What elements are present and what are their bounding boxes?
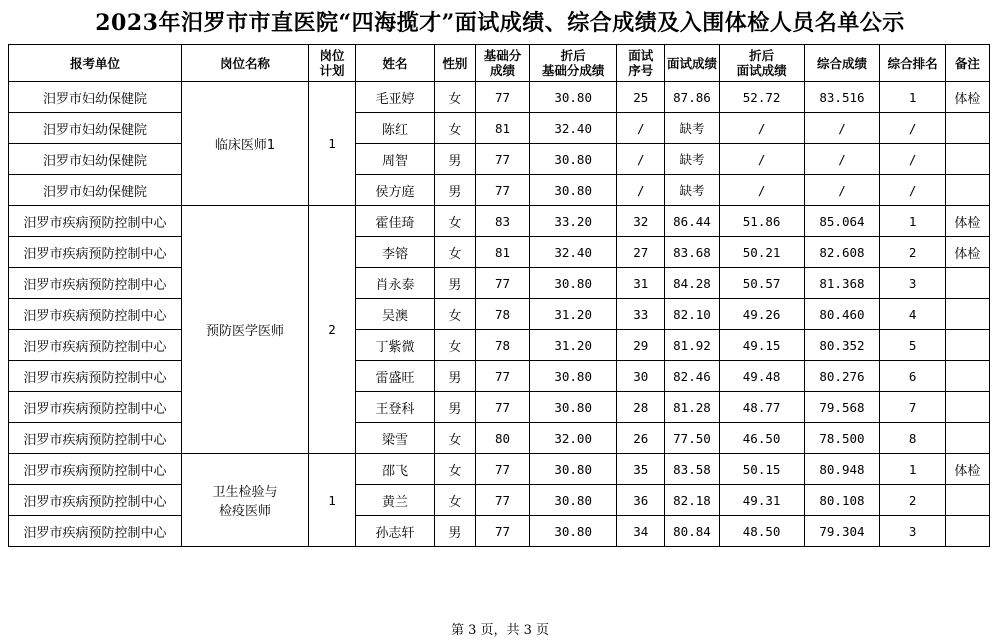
total-cell: 85.064: [804, 206, 880, 237]
note-cell: [945, 485, 989, 516]
position-cell: 卫生检验与 检疫医师: [182, 454, 309, 547]
unit-cell: 汨罗市疾病预防控制中心: [9, 237, 182, 268]
name-cell: 邵飞: [356, 454, 435, 485]
name-cell: 孙志轩: [356, 516, 435, 547]
gender-cell: 男: [434, 144, 475, 175]
base-cell: 77: [475, 268, 529, 299]
table-row: [9, 392, 990, 423]
rank-cell: 4: [880, 299, 946, 330]
column-header: 综合成绩: [804, 45, 880, 82]
rank-cell: /: [880, 175, 946, 206]
total-cell: 81.368: [804, 268, 880, 299]
gender-cell: 男: [434, 268, 475, 299]
name-cell: 霍佳琦: [356, 206, 435, 237]
seq-cell: 34: [617, 516, 665, 547]
rank-cell: 7: [880, 392, 946, 423]
column-header: 面试成绩: [665, 45, 719, 82]
rank-cell: 2: [880, 485, 946, 516]
base-adj-cell: 30.80: [530, 175, 617, 206]
name-cell: 黄兰: [356, 485, 435, 516]
total-cell: 83.516: [804, 82, 880, 113]
interview-adj-cell: /: [719, 113, 804, 144]
note-cell: [945, 144, 989, 175]
unit-cell: 汨罗市疾病预防控制中心: [9, 485, 182, 516]
seq-cell: 35: [617, 454, 665, 485]
base-cell: 78: [475, 330, 529, 361]
table-row: [9, 361, 990, 392]
rank-cell: 1: [880, 454, 946, 485]
rank-cell: 1: [880, 82, 946, 113]
rank-cell: 8: [880, 423, 946, 454]
unit-cell: 汨罗市妇幼保健院: [9, 175, 182, 206]
interview-adj-cell: /: [719, 175, 804, 206]
seq-cell: 26: [617, 423, 665, 454]
position-cell: 临床医师1: [182, 82, 309, 206]
seq-cell: 28: [617, 392, 665, 423]
total-cell: /: [804, 144, 880, 175]
total-cell: 80.276: [804, 361, 880, 392]
seq-cell: 31: [617, 268, 665, 299]
total-cell: 79.304: [804, 516, 880, 547]
interview-adj-cell: 48.50: [719, 516, 804, 547]
unit-cell: 汨罗市疾病预防控制中心: [9, 392, 182, 423]
table-row: [9, 268, 990, 299]
base-cell: 77: [475, 392, 529, 423]
name-cell: 吴澳: [356, 299, 435, 330]
unit-cell: 汨罗市疾病预防控制中心: [9, 268, 182, 299]
rank-cell: 1: [880, 206, 946, 237]
unit-cell: 汨罗市妇幼保健院: [9, 144, 182, 175]
interview-adj-cell: 50.15: [719, 454, 804, 485]
gender-cell: 女: [434, 485, 475, 516]
name-cell: 雷盛旺: [356, 361, 435, 392]
page-title: 2023年汨罗市市直医院“四海揽才”面试成绩、综合成绩及入围体检人员名单公示: [95, 10, 905, 36]
plan-cell: 1: [309, 82, 356, 206]
base-adj-cell: 30.80: [530, 392, 617, 423]
name-cell: 李镕: [356, 237, 435, 268]
table-row: [9, 299, 990, 330]
name-cell: 毛亚婷: [356, 82, 435, 113]
interview-adj-cell: 50.21: [719, 237, 804, 268]
unit-cell: 汨罗市妇幼保健院: [9, 82, 182, 113]
base-cell: 81: [475, 113, 529, 144]
seq-cell: 25: [617, 82, 665, 113]
rank-cell: 3: [880, 268, 946, 299]
table-row: [9, 206, 990, 237]
base-adj-cell: 31.20: [530, 299, 617, 330]
interview-cell: 缺考: [665, 144, 719, 175]
interview-cell: 81.28: [665, 392, 719, 423]
name-cell: 侯方庭: [356, 175, 435, 206]
interview-adj-cell: 49.26: [719, 299, 804, 330]
note-cell: 体检: [945, 82, 989, 113]
name-cell: 丁紫微: [356, 330, 435, 361]
name-cell: 梁雪: [356, 423, 435, 454]
note-cell: 体检: [945, 237, 989, 268]
base-adj-cell: 30.80: [530, 144, 617, 175]
gender-cell: 女: [434, 82, 475, 113]
table-row: [9, 516, 990, 547]
base-adj-cell: 30.80: [530, 454, 617, 485]
seq-cell: 33: [617, 299, 665, 330]
interview-cell: 82.10: [665, 299, 719, 330]
interview-adj-cell: 49.48: [719, 361, 804, 392]
gender-cell: 女: [434, 299, 475, 330]
base-adj-cell: 32.40: [530, 113, 617, 144]
gender-cell: 男: [434, 361, 475, 392]
note-cell: [945, 330, 989, 361]
interview-cell: 82.46: [665, 361, 719, 392]
interview-cell: 缺考: [665, 175, 719, 206]
table-row: [9, 485, 990, 516]
interview-cell: 81.92: [665, 330, 719, 361]
base-adj-cell: 32.40: [530, 237, 617, 268]
table-row: [9, 144, 990, 175]
unit-cell: 汨罗市妇幼保健院: [9, 113, 182, 144]
column-header: 备注: [945, 45, 989, 82]
gender-cell: 男: [434, 516, 475, 547]
interview-cell: 87.86: [665, 82, 719, 113]
interview-cell: 77.50: [665, 423, 719, 454]
interview-cell: 86.44: [665, 206, 719, 237]
base-cell: 77: [475, 82, 529, 113]
interview-cell: 80.84: [665, 516, 719, 547]
name-cell: 周智: [356, 144, 435, 175]
base-adj-cell: 32.00: [530, 423, 617, 454]
seq-cell: 32: [617, 206, 665, 237]
rank-cell: 3: [880, 516, 946, 547]
total-cell: /: [804, 175, 880, 206]
column-header: 岗位 计划: [309, 45, 356, 82]
total-cell: 80.352: [804, 330, 880, 361]
base-cell: 77: [475, 175, 529, 206]
gender-cell: 女: [434, 113, 475, 144]
rank-cell: 5: [880, 330, 946, 361]
column-header: 综合排名: [880, 45, 946, 82]
position-cell: 预防医学医师: [182, 206, 309, 454]
interview-cell: 84.28: [665, 268, 719, 299]
results-table: [8, 44, 990, 547]
interview-adj-cell: 50.57: [719, 268, 804, 299]
note-cell: 体检: [945, 206, 989, 237]
base-adj-cell: 30.80: [530, 361, 617, 392]
interview-cell: 缺考: [665, 113, 719, 144]
gender-cell: 女: [434, 206, 475, 237]
table-row: [9, 454, 990, 485]
column-header: 基础分 成绩: [475, 45, 529, 82]
table-header-row: [9, 45, 990, 82]
unit-cell: 汨罗市疾病预防控制中心: [9, 454, 182, 485]
note-cell: [945, 113, 989, 144]
interview-cell: 83.58: [665, 454, 719, 485]
rank-cell: 6: [880, 361, 946, 392]
column-header: 性别: [434, 45, 475, 82]
interview-cell: 82.18: [665, 485, 719, 516]
total-cell: /: [804, 113, 880, 144]
table-row: [9, 237, 990, 268]
base-cell: 77: [475, 485, 529, 516]
total-cell: 82.608: [804, 237, 880, 268]
name-cell: 肖永泰: [356, 268, 435, 299]
base-adj-cell: 30.80: [530, 485, 617, 516]
interview-adj-cell: 49.15: [719, 330, 804, 361]
note-cell: [945, 268, 989, 299]
unit-cell: 汨罗市疾病预防控制中心: [9, 516, 182, 547]
base-cell: 83: [475, 206, 529, 237]
base-adj-cell: 30.80: [530, 516, 617, 547]
page-footer: 第 3 页，共 3 页: [450, 623, 550, 638]
note-cell: [945, 175, 989, 206]
name-cell: 陈红: [356, 113, 435, 144]
interview-adj-cell: 51.86: [719, 206, 804, 237]
column-header: 报考单位: [9, 45, 182, 82]
rank-cell: /: [880, 113, 946, 144]
gender-cell: 女: [434, 237, 475, 268]
plan-cell: 1: [309, 454, 356, 547]
column-header: 折后 基础分成绩: [530, 45, 617, 82]
gender-cell: 女: [434, 423, 475, 454]
unit-cell: 汨罗市疾病预防控制中心: [9, 423, 182, 454]
table-row: [9, 423, 990, 454]
table-row: [9, 82, 990, 113]
note-cell: [945, 423, 989, 454]
gender-cell: 女: [434, 330, 475, 361]
base-cell: 78: [475, 299, 529, 330]
seq-cell: /: [617, 113, 665, 144]
rank-cell: /: [880, 144, 946, 175]
rank-cell: 2: [880, 237, 946, 268]
column-header: 面试 序号: [617, 45, 665, 82]
unit-cell: 汨罗市疾病预防控制中心: [9, 206, 182, 237]
gender-cell: 男: [434, 175, 475, 206]
plan-cell: 2: [309, 206, 356, 454]
note-cell: [945, 361, 989, 392]
column-header: 岗位名称: [182, 45, 309, 82]
base-cell: 81: [475, 237, 529, 268]
total-cell: 79.568: [804, 392, 880, 423]
interview-adj-cell: 52.72: [719, 82, 804, 113]
interview-cell: 83.68: [665, 237, 719, 268]
note-cell: [945, 299, 989, 330]
base-adj-cell: 30.80: [530, 268, 617, 299]
interview-adj-cell: 49.31: [719, 485, 804, 516]
base-cell: 77: [475, 516, 529, 547]
base-cell: 77: [475, 144, 529, 175]
seq-cell: 27: [617, 237, 665, 268]
base-cell: 80: [475, 423, 529, 454]
table-row: [9, 113, 990, 144]
gender-cell: 男: [434, 392, 475, 423]
gender-cell: 女: [434, 454, 475, 485]
total-cell: 80.460: [804, 299, 880, 330]
seq-cell: /: [617, 144, 665, 175]
total-cell: 80.108: [804, 485, 880, 516]
unit-cell: 汨罗市疾病预防控制中心: [9, 361, 182, 392]
table-row: [9, 330, 990, 361]
interview-adj-cell: /: [719, 144, 804, 175]
table-body: [9, 82, 990, 547]
name-cell: 王登科: [356, 392, 435, 423]
base-cell: 77: [475, 454, 529, 485]
base-adj-cell: 30.80: [530, 82, 617, 113]
note-cell: [945, 392, 989, 423]
note-cell: 体检: [945, 454, 989, 485]
total-cell: 78.500: [804, 423, 880, 454]
interview-adj-cell: 46.50: [719, 423, 804, 454]
base-adj-cell: 33.20: [530, 206, 617, 237]
unit-cell: 汨罗市疾病预防控制中心: [9, 330, 182, 361]
note-cell: [945, 516, 989, 547]
total-cell: 80.948: [804, 454, 880, 485]
table-row: [9, 175, 990, 206]
column-header: 折后 面试成绩: [719, 45, 804, 82]
seq-cell: 36: [617, 485, 665, 516]
column-header: 姓名: [356, 45, 435, 82]
unit-cell: 汨罗市疾病预防控制中心: [9, 299, 182, 330]
seq-cell: /: [617, 175, 665, 206]
seq-cell: 30: [617, 361, 665, 392]
interview-adj-cell: 48.77: [719, 392, 804, 423]
base-cell: 77: [475, 361, 529, 392]
seq-cell: 29: [617, 330, 665, 361]
base-adj-cell: 31.20: [530, 330, 617, 361]
